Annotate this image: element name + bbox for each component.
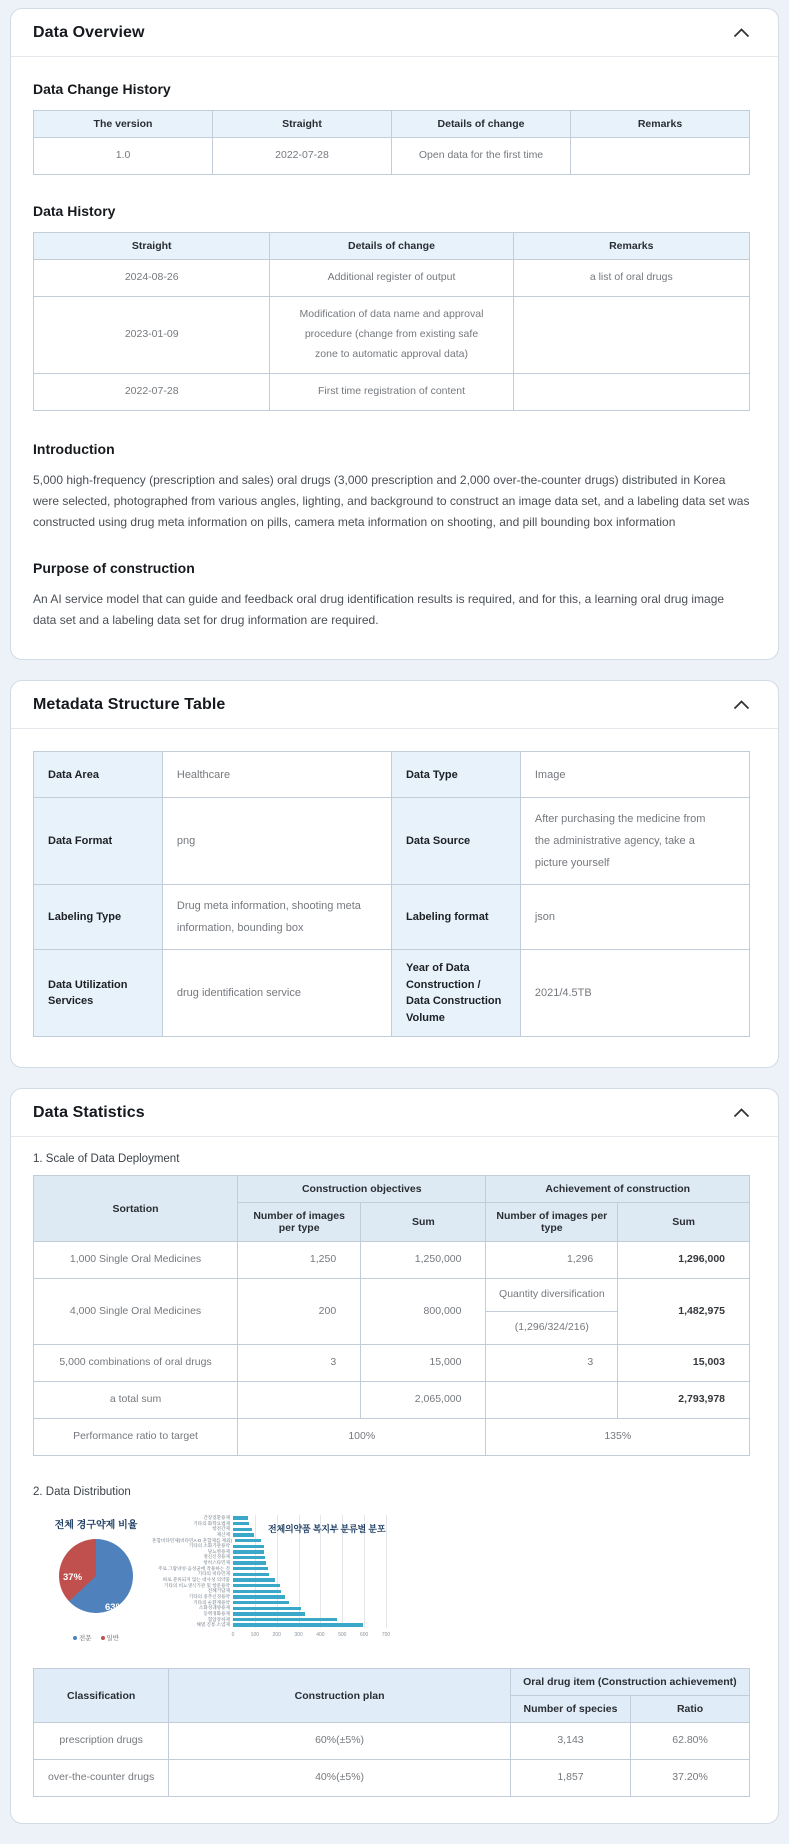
column-header: Sortation — [34, 1176, 238, 1242]
column-header: Number of species — [510, 1696, 630, 1723]
scale-caption: 1. Scale of Data Deployment — [33, 1153, 180, 1166]
meta-value — [162, 885, 391, 950]
column-header: Straight — [34, 232, 270, 259]
table-row — [34, 296, 750, 373]
table-row — [34, 950, 750, 1037]
cell-sortation: 4,000 Single Oral Medicines — [34, 1279, 238, 1345]
metadata-table — [33, 751, 750, 1037]
meta-value: png — [162, 798, 391, 885]
meta-label: Data Type — [391, 752, 520, 798]
legend-item — [73, 1633, 92, 1642]
meta-value: Image — [520, 752, 749, 798]
pie-slice-label: 37% — [63, 1572, 83, 1584]
cell-percent: 135% — [486, 1419, 750, 1456]
metadata-panel — [10, 680, 779, 1068]
cell-number — [238, 1382, 361, 1419]
section-title: Metadata Structure Table — [33, 696, 226, 714]
cell-sortation: Performance ratio to target — [34, 1419, 238, 1456]
data-history-heading: Data History — [33, 202, 116, 219]
cell-details: Modification of data name and approval procedure (change from existing safe zone to automatic approval data) — [270, 296, 513, 373]
column-header: Number of images per type — [238, 1203, 361, 1242]
table-row — [34, 798, 750, 885]
cell-number: 3 — [238, 1345, 361, 1382]
table-row — [34, 1345, 750, 1382]
meta-label: Data Source — [391, 798, 520, 885]
column-header: Number of images per type — [486, 1203, 618, 1242]
column-group-header: Construction objectives — [238, 1176, 486, 1203]
column-header: Sum — [618, 1203, 750, 1242]
column-header: The version — [34, 111, 213, 138]
collapse-button[interactable] — [731, 698, 752, 712]
cell-number: 15,003 — [618, 1345, 750, 1382]
column-header: Classification — [34, 1669, 169, 1723]
cell-number: 2,793,978 — [618, 1382, 750, 1419]
cell-number: 1,250 — [238, 1242, 361, 1279]
scale-table — [33, 1175, 750, 1456]
cell-text: (1,296/324/216) — [486, 1311, 617, 1344]
legend-label: 전문 — [78, 1635, 92, 1643]
cell-number: 200 — [238, 1279, 361, 1345]
introduction-text: 5,000 high-frequency (prescription and sales) oral drugs (3,000 prescription and 2,000 over-the-counter drugs) distributed in Korea were selected, photographed from various angles, lighting, and background to construct an image data set, and a labeling data set was constructed using drug meta information on pills, camera meta information on shooting, and pill bounding box information — [33, 472, 750, 530]
legend-dot-icon — [73, 1636, 77, 1640]
cell-classification: over-the-counter drugs — [34, 1760, 169, 1797]
metadata-header — [11, 681, 778, 729]
column-header: Ratio — [631, 1696, 750, 1723]
cell-percent: 62.80% — [631, 1723, 750, 1760]
cell-number: 2,065,000 — [361, 1382, 486, 1419]
table-row — [34, 885, 750, 950]
meta-label: Labeling Type — [34, 885, 163, 950]
page-title: Data Overview — [33, 24, 145, 41]
pie-slice-label: 63% — [105, 1602, 125, 1614]
column-group-header: Oral drug item (Construction achievement) — [510, 1669, 749, 1696]
purpose-heading: Purpose of construction — [33, 559, 195, 576]
cell-plan: 60%(±5%) — [169, 1723, 511, 1760]
cell-remarks — [571, 138, 750, 175]
meta-label — [34, 950, 163, 1037]
cell-sortation: 1,000 Single Oral Medicines — [34, 1242, 238, 1279]
meta-label: Labeling format — [391, 885, 520, 950]
column-header: Straight — [213, 111, 392, 138]
table-row — [34, 752, 750, 798]
data-history-table — [33, 232, 750, 411]
cell-classification: prescription drugs — [34, 1723, 169, 1760]
cell-text: Quantity diversification — [499, 1288, 605, 1301]
cell-date: 2022-07-28 — [213, 138, 392, 175]
column-header: Details of change — [270, 232, 513, 259]
meta-value: json — [520, 885, 749, 950]
purpose-text: An AI service model that can guide and feedback oral drug identification results is required, and for this, a learning oral drug image data set and a labeling data set for drug information are required. — [33, 591, 725, 628]
meta-label — [391, 950, 520, 1037]
cell-version: 1.0 — [34, 138, 213, 175]
bar-rows: 간장질환용제 기타의 화학요법제 항전간제 제산제 혼합비타민제(비타민A·D 혼합제를 제외) 기타의 소화기관용약 당뇨병용제 정신신경용제 항히스타민제 주로 그람양성·음성균에 작용하는 것 기타의 비타민제 따로 분류되지 않는 대사성 의약품 기타의 비뇨생식기관 및 항문용약 진해거담제 기타의 중추신경용약 기타의 순환계용약 소화성궤양용제 동맥경화용제 혈압강하제 해열.진통.소염제 — [152, 1515, 386, 1628]
meta-label-text: Year of Data Construction / Data Construction Volume — [405, 962, 502, 1024]
meta-value: drug identification service — [162, 950, 391, 1037]
cell-split — [486, 1279, 618, 1345]
column-header: Details of change — [392, 111, 571, 138]
meta-label: Data Area — [34, 752, 163, 798]
table-row — [34, 1242, 750, 1279]
table-row — [34, 1723, 750, 1760]
cell-remarks — [513, 296, 749, 373]
bar-chart-title: 전체의약품 복지부 분류별 분포 — [268, 1524, 386, 1535]
cell-percent: 37.20% — [631, 1760, 750, 1797]
chevron-up-icon — [733, 1106, 750, 1121]
cell-number: 3,143 — [510, 1723, 630, 1760]
meta-value: Healthcare — [162, 752, 391, 798]
cell-date: 2024-08-26 — [34, 259, 270, 296]
cell-number: 1,857 — [510, 1760, 630, 1797]
cell-sortation: a total sum — [34, 1382, 238, 1419]
cell-number — [486, 1382, 618, 1419]
data-distribution-chart — [35, 1508, 391, 1652]
cell-remarks: a list of oral drugs — [513, 259, 749, 296]
meta-value: 2021/4.5TB — [520, 950, 749, 1037]
bar-ticks: 0 100 200 300 400 500 600 700 — [231, 1632, 391, 1639]
cell-number: 1,250,000 — [361, 1242, 486, 1279]
change-history-table — [33, 110, 750, 175]
cell-plan: 40%(±5%) — [169, 1760, 511, 1797]
legend-dot-icon — [101, 1636, 105, 1640]
pie-legend — [43, 1633, 149, 1642]
table-row — [34, 1760, 750, 1797]
distribution-caption: 2. Data Distribution — [33, 1486, 131, 1499]
cell-number: 15,000 — [361, 1345, 486, 1382]
column-header: Remarks — [513, 232, 749, 259]
collapse-button[interactable] — [731, 1106, 752, 1120]
column-header: Sum — [361, 1203, 486, 1242]
table-row — [34, 1279, 750, 1345]
table-row — [34, 1382, 750, 1419]
cell-sortation: 5,000 combinations of oral drugs — [34, 1345, 238, 1382]
cell-number: 1,296 — [486, 1242, 618, 1279]
pie-chart-title: 전체 경구약제 비율 — [54, 1520, 138, 1532]
meta-value — [520, 798, 749, 885]
cell-date: 2023-01-09 — [34, 296, 270, 373]
chevron-up-icon — [733, 26, 750, 41]
data-statistics-panel — [10, 1088, 779, 1824]
classification-table — [33, 1668, 750, 1797]
oral-drug-ratio-pie-block — [43, 1516, 149, 1644]
data-overview-panel — [10, 8, 779, 660]
meta-label: Data Format — [34, 798, 163, 885]
collapse-button[interactable] — [731, 26, 752, 40]
cell-number: 1,482,975 — [618, 1279, 750, 1345]
meta-value-text: After purchasing the medicine from the administrative agency, take a picture yourself — [534, 813, 706, 870]
statistics-header — [11, 1089, 778, 1137]
introduction-heading: Introduction — [33, 440, 115, 457]
chevron-up-icon — [733, 698, 750, 713]
cell-details: Open data for the first time — [392, 138, 571, 175]
table-row — [34, 1419, 750, 1456]
table-row — [34, 373, 750, 410]
meta-label-text: Data Utilization Services — [48, 978, 128, 1008]
table-row — [34, 259, 750, 296]
cell-percent: 100% — [238, 1419, 486, 1456]
cell-details: First time registration of content — [270, 373, 513, 410]
cell-number: 1,296,000 — [618, 1242, 750, 1279]
data-overview-header — [11, 9, 778, 57]
column-header: Construction plan — [169, 1669, 511, 1723]
cell-details: Additional register of output — [270, 259, 513, 296]
section-title: Data Statistics — [33, 1104, 145, 1122]
cell-date: 2022-07-28 — [34, 373, 270, 410]
cell-number: 3 — [486, 1345, 618, 1382]
meta-value-text: Drug meta information, shooting meta information, bounding box — [176, 900, 361, 935]
cell-remarks — [513, 373, 749, 410]
column-header: Remarks — [571, 111, 750, 138]
table-row — [34, 138, 750, 175]
legend-label: 일반 — [106, 1635, 120, 1643]
cell-number: 800,000 — [361, 1279, 486, 1345]
change-history-heading: Data Change History — [33, 81, 171, 97]
column-group-header: Achievement of construction — [486, 1176, 750, 1203]
legend-item — [101, 1633, 120, 1642]
